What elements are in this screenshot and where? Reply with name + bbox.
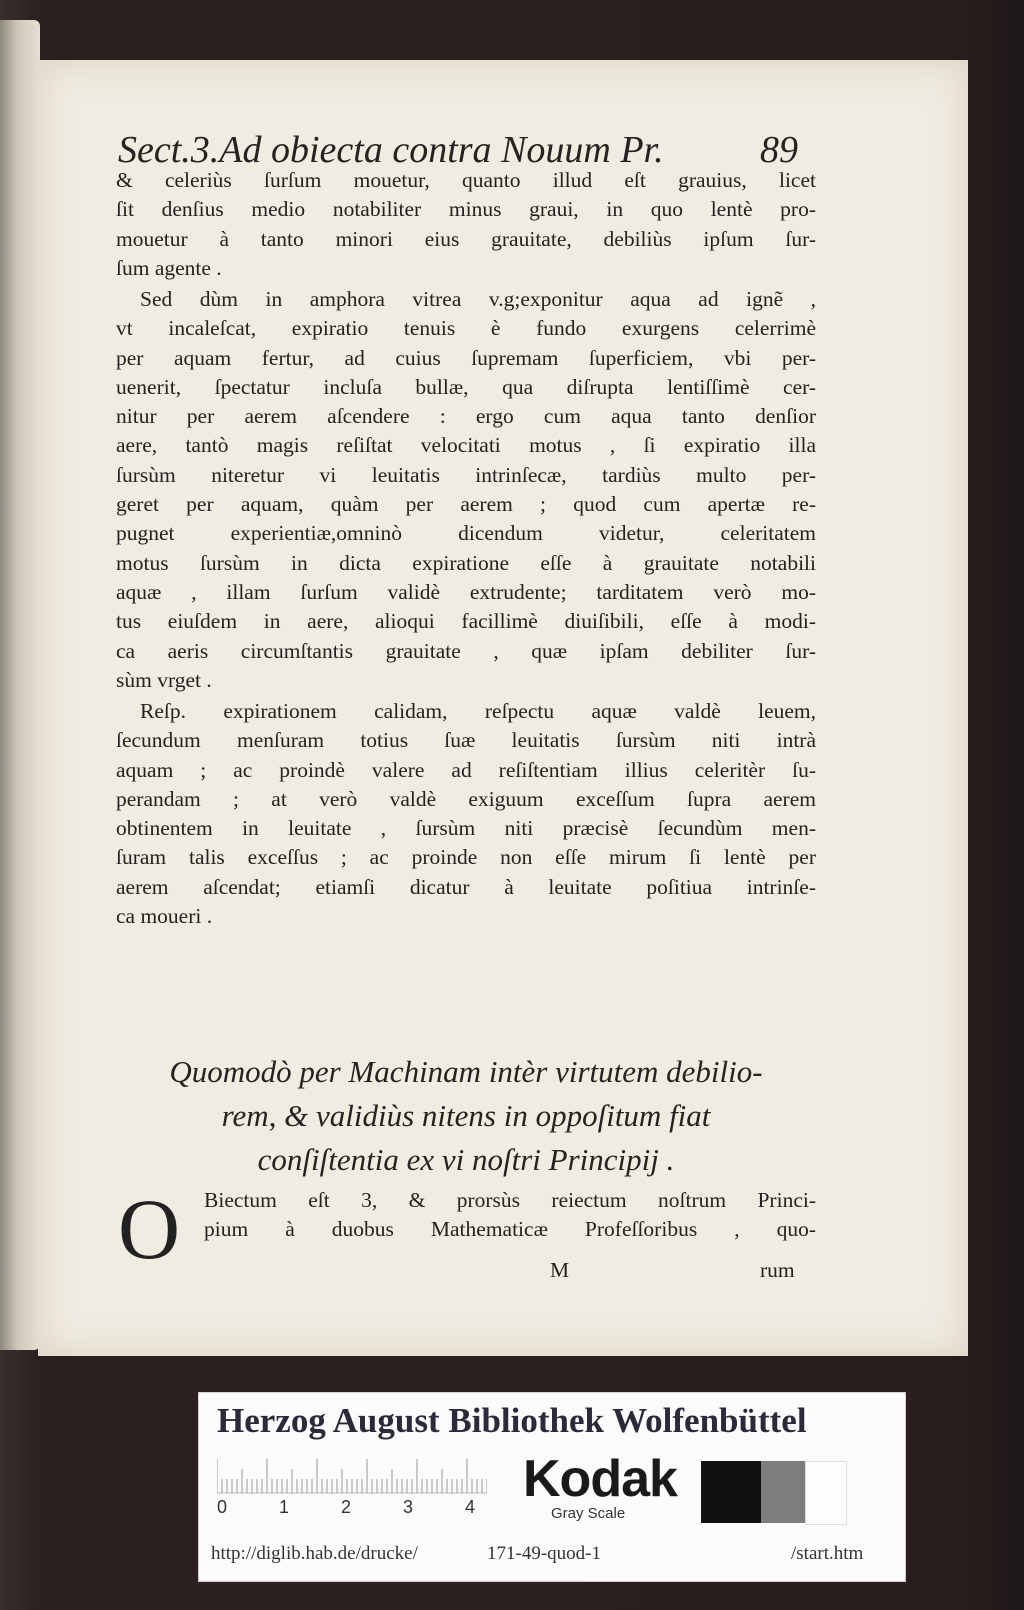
heading-line: conſiſtentia ex vi noſtri Principij . [257,1142,675,1177]
text-line: pium à duobus Mathematicæ Profeſſoribus , quo- [204,1217,816,1242]
paragraph-2 [116,285,816,695]
scale-number: 3 [403,1497,414,1517]
text-line: geret per aquam, quàm per aerem ; quod cum apertæ re- [116,492,816,517]
paragraph-1 [116,166,816,283]
text-line: nitur per aerem aſcendere : ergo cum aqua tanto denſior [116,404,816,429]
text-line: ſuram talis exceſſus ; ac proinde non eſſe mirum ſi lentè per [116,845,816,870]
text-line: aquæ , illam ſurſum validè extrudente; tarditatem verò mo- [116,579,816,604]
text-line: ſecundum menſuram totius ſuæ leuitatis ſursùm niti intrà [116,728,816,753]
scale-ruler [217,1453,487,1495]
text-line: ſursùm niteretur vi leuitatis intrinſecæ, tardiùs multo per- [116,462,816,487]
text-line: sùm vrget . [116,667,212,692]
text-line: ca moueri . [116,904,213,929]
text-line: Reſp. expirationem calidam, reſpectu aquæ valdè leuem, [140,699,816,723]
gray-swatch-mid [761,1461,805,1523]
section-heading [116,1050,816,1182]
scan-calibration-card [198,1392,906,1582]
text-line: vt incaleſcat, expiratio tenuis è fundo exurgens celerrimè [116,316,816,341]
text-line: aerem aſcendat; etiamſi dicatur à leuitate poſitiua intrinſe- [116,874,816,899]
text-line: ſum agente . [116,255,222,280]
catchword: rum [760,1258,795,1282]
scale-number: 4 [465,1497,476,1517]
scale-number: 0 [217,1497,228,1517]
text-line: ſit denſius medio notabiliter minus graui, in quo lentè pro- [116,197,816,222]
heading-line: Quomodò per Machinam intèr virtutem debilio- [169,1054,763,1089]
url-prefix: http://diglib.hab.de/drucke/ [211,1543,418,1564]
scale-number: 2 [341,1497,352,1517]
text-line: aquam ; ac proindè valere ad reſiſtentiam illius celeritèr ſu- [116,757,816,782]
library-name: Herzog August Bibliothek Wolfenbüttel [217,1401,807,1440]
text-line: uenerit, ſpectatur incluſa bullæ, qua diſrupta lentiſſimè cer- [116,374,816,399]
text-line: per aquam fertur, ad cuius ſupremam ſuperficiem, vbi per- [116,345,816,370]
url-suffix: /start.htm [791,1543,864,1564]
gray-swatch-white [805,1461,847,1525]
scale-number: 1 [279,1497,290,1517]
text-line: Biectum eſt 3, & prorsùs reiectum noſtrum Princi- [204,1188,816,1212]
text-line: perandam ; at verò valdè exiguum exceſſum ſupra aerem [116,786,816,811]
kodak-logo: Kodak [523,1450,677,1508]
drop-cap: O [118,1181,181,1277]
paragraph-3 [116,697,816,931]
text-line: pugnet experientiæ,omninò dicendum videtur, celeritatem [116,521,816,546]
page-number: 89 [760,129,798,171]
signature-mark: M [550,1258,570,1282]
text-line: motus ſursùm in dicta expiratione eſſe à grauitate notabili [116,550,816,575]
final-paragraph [204,1186,816,1245]
text-line: ca aeris circumſtantis grauitate , quæ ipſam debiliter ſur- [116,638,816,663]
text-line: mouetur à tanto minori eius grauitate, debiliùs ipſum ſur- [116,226,816,251]
text-line: & celeriùs ſurſum mouetur, quanto illud eſt grauius, licet [116,168,816,192]
text-line: tus eiuſdem in aere, alioqui facillimè diuiſibili, eſſe à modi- [116,609,816,634]
gray-scale-label: Gray Scale [551,1505,626,1522]
left-page-edge [0,20,40,1350]
url-id: 171-49-quod-1 [487,1543,601,1564]
heading-line: rem, & validiùs nitens in oppoſitum fiat [221,1098,711,1133]
running-title: Sect.3.Ad obiecta contra Nouum Pr. [118,129,664,171]
text-line: obtinentem in leuitate , ſursùm niti præcisè ſecundùm men- [116,816,816,841]
text-line: aere, tantò magis reſiſtat velocitati motus , ſi expiratio illa [116,433,816,458]
text-line: Sed dùm in amphora vitrea v.g;exponitur aqua ad ignẽ , [140,287,816,311]
gray-swatch-black [701,1461,761,1523]
